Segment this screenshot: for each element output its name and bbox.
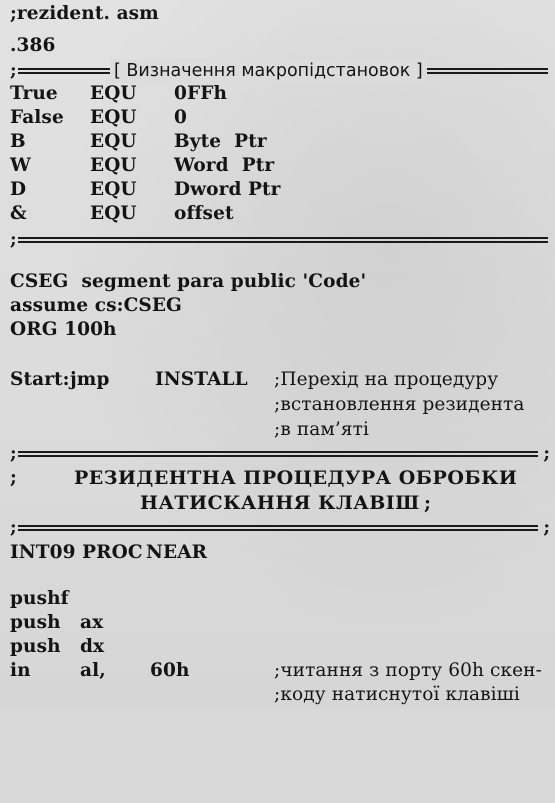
separator-title [110,59,427,83]
separator-rule [18,451,538,457]
bracket-close: ] [415,61,423,81]
separator-semicolon: ; [543,443,550,464]
filename-comment: ;rezident. asm [10,3,159,24]
start-instr: jmp [70,369,110,390]
code-instr: push [10,612,61,633]
separator-end-macros [10,228,548,252]
heading-semicolon: ; [424,492,432,514]
macro-op: EQU [90,203,137,224]
code-operand: dx [80,636,105,657]
code-comment: ;коду натиснутої клавіші [274,684,520,705]
code-operand: al, [80,660,106,681]
cpu-directive: .386 [10,35,56,56]
macro-op: EQU [90,107,137,128]
start-comment: ;в пам’яті [274,419,369,440]
separator-rule [18,237,548,243]
assume-directive: assume cs:CSEG [10,295,182,316]
start-comment: ;встановлення резидента [274,394,525,415]
code-comment-line [10,683,545,755]
separator-semicolon: ; [543,517,550,538]
macro-value: Dword Ptr [174,179,281,200]
macro-name: False [10,107,64,128]
macro-op: EQU [90,155,137,176]
macro-op: EQU [90,131,137,152]
bracket-open: [ [114,61,121,81]
start-label: Start: [10,369,70,390]
macro-value: Word Ptr [174,155,275,176]
separator-rule [18,525,538,531]
macro-op: EQU [90,83,137,104]
code-instr: pushf [10,588,69,609]
separator-semicolon: ; [10,60,17,81]
macro-name: B [10,131,26,152]
macro-name: D [10,179,27,200]
proc-name: INT09 PROC [10,542,143,563]
macro-value: Byte Ptr [174,131,267,152]
separator-semicolon: ; [10,443,17,464]
separator-semicolon: ; [10,229,17,250]
start-operand: INSTALL [155,369,248,390]
macro-value: offset [174,203,234,224]
procedure-heading-2: НАТИСКАННЯ КЛАВІШ [140,492,420,514]
macro-value: 0FFh [174,83,227,104]
macro-op: EQU [90,179,137,200]
macro-name: True [10,83,58,104]
code-comment: ;читання з порту 60h скен- [274,660,542,681]
code-operand: ax [80,612,104,633]
code-extra: 60h [150,660,190,681]
start-comment: ;Перехід на процедуру [274,369,499,390]
code-instr: push [10,636,61,657]
macro-value: 0 [174,107,187,128]
code-instr: in [10,660,31,681]
procedure-heading-1: РЕЗИДЕНТНА ПРОЦЕДУРА ОБРОБКИ [74,467,518,489]
separator-semicolon: ; [10,517,17,538]
separator-procedure-top [10,442,548,466]
org-directive: ORG 100h [10,319,117,340]
heading-semicolon: ; [10,467,17,488]
section-title: Визначення макропідстановок [126,61,411,81]
proc-type: NEAR [146,542,208,563]
separator-macros [10,59,548,83]
macro-name: & [10,203,27,224]
segment-directive: CSEG segment para public 'Code' [10,271,367,292]
macro-name: W [10,155,31,176]
separator-procedure-bottom [10,516,548,540]
